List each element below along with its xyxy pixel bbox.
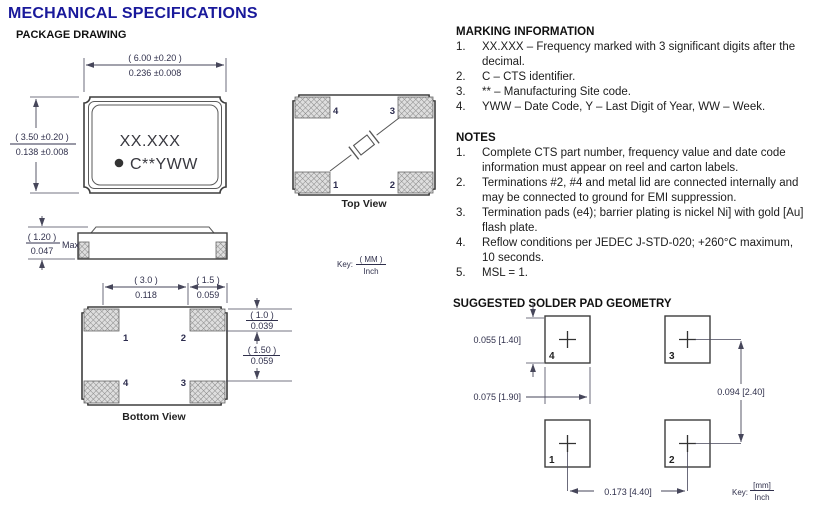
solder-pad1-label: 1 bbox=[549, 455, 555, 466]
dim-side-height-mm: ( 1.20 ) bbox=[27, 232, 57, 242]
dim-side-height-in: 0.047 bbox=[30, 246, 54, 256]
marking-datecode-text: C**YWW bbox=[130, 156, 198, 173]
solder-key-numerator: [mm] bbox=[753, 481, 771, 490]
dim-bottom-1_5-in: 0.059 bbox=[196, 290, 220, 300]
note-item: 3. Termination pads (e4); barrier plating is nickel Ni] with gold [Au] flash plate. bbox=[456, 207, 804, 234]
dim-bottom-1_50-mm: ( 1.50 ) bbox=[247, 345, 277, 355]
solder-pad2-label: 2 bbox=[669, 455, 675, 466]
marking-item: 3. ** – Manufacturing Site code. bbox=[456, 86, 631, 98]
solder-key-denominator: Inch bbox=[754, 493, 770, 502]
top-view-pad3-label: 3 bbox=[389, 106, 395, 117]
marking-information-heading: MARKING INFORMATION bbox=[456, 26, 595, 38]
marking-item: 2. C – CTS identifier. bbox=[456, 71, 576, 83]
key-denominator: Inch bbox=[363, 267, 379, 276]
solder-pad-geometry bbox=[473, 304, 774, 502]
dim-front-width-in: 0.236 ±0.008 bbox=[128, 68, 182, 78]
dim-bottom-3_0-in: 0.118 bbox=[135, 290, 157, 300]
dim-pad-vertical-pitch: 0.094 [2.40] bbox=[717, 387, 765, 397]
top-view-label: Top View bbox=[341, 198, 387, 210]
dim-front-height-mm: ( 3.50 ±0.20 ) bbox=[15, 132, 69, 142]
bottom-view-label: Bottom View bbox=[122, 411, 186, 423]
note-item: 2. Terminations #2, #4 and metal lid are connected internally and may be connected to ground for EMI suppression. bbox=[456, 177, 799, 204]
side-view bbox=[26, 216, 227, 270]
solder-pad-geometry-heading: SUGGESTED SOLDER PAD GEOMETRY bbox=[453, 298, 672, 310]
marking-frequency-text: XX.XXX bbox=[119, 133, 181, 150]
note-item: 1. Complete CTS part number, frequency value and date code information must appear on reel and carton labels. bbox=[456, 147, 786, 174]
package-drawing-heading: PACKAGE DRAWING bbox=[16, 29, 127, 41]
note-item: 4. Reflow conditions per JEDEC J-STD-020; +260°C maximum, 10 seconds. bbox=[456, 237, 794, 264]
dim-front-height-in: 0.138 ±0.008 bbox=[15, 147, 69, 157]
bottom-view-pad3-label: 3 bbox=[180, 378, 186, 389]
solder-pad4-label: 4 bbox=[549, 351, 555, 362]
marking-item: 1. XX.XXX – Frequency marked with 3 significant digits after the decimal. bbox=[456, 41, 796, 68]
solder-pad3-label: 3 bbox=[669, 351, 675, 362]
marking-item: 4. YWW – Date Code, Y – Last Digit of Year, WW – Week. bbox=[456, 101, 766, 113]
dim-bottom-1_0-mm: ( 1.0 ) bbox=[250, 310, 274, 320]
key-numerator: ( MM ) bbox=[359, 255, 383, 264]
bottom-view-pad4-label: 4 bbox=[123, 378, 129, 389]
note-item: 5. MSL = 1. bbox=[456, 267, 528, 279]
top-view-pad1-label: 1 bbox=[333, 180, 339, 191]
bottom-view bbox=[82, 275, 292, 423]
top-view bbox=[293, 95, 435, 210]
front-view bbox=[10, 53, 226, 193]
dim-pad-horizontal-pitch: 0.173 [4.40] bbox=[604, 487, 652, 497]
key-label: Key: bbox=[337, 260, 354, 269]
notes-heading: NOTES bbox=[456, 132, 496, 144]
bottom-view-pad2-label: 2 bbox=[180, 333, 186, 344]
key-mm-inch bbox=[337, 255, 386, 276]
dim-bottom-1_50-in: 0.059 bbox=[250, 356, 274, 366]
dim-pad-width: 0.075 [1.90] bbox=[473, 392, 521, 402]
top-view-pad2-label: 2 bbox=[389, 180, 395, 191]
solder-key-label: Key: bbox=[732, 488, 749, 497]
dim-pad-height: 0.055 [1.40] bbox=[473, 335, 521, 345]
top-view-pad4-label: 4 bbox=[333, 106, 339, 117]
dim-bottom-1_5-mm: ( 1.5 ) bbox=[196, 275, 220, 285]
bottom-view-pad1-label: 1 bbox=[123, 333, 129, 344]
marking-pin1-dot bbox=[115, 159, 124, 168]
dim-front-width-mm: ( 6.00 ±0.20 ) bbox=[128, 53, 182, 63]
page-title: MECHANICAL SPECIFICATIONS bbox=[8, 5, 258, 22]
dim-bottom-1_0-in: 0.039 bbox=[250, 321, 274, 331]
dim-side-max-label: Max bbox=[62, 240, 80, 250]
dim-bottom-3_0-mm: ( 3.0 ) bbox=[134, 275, 158, 285]
